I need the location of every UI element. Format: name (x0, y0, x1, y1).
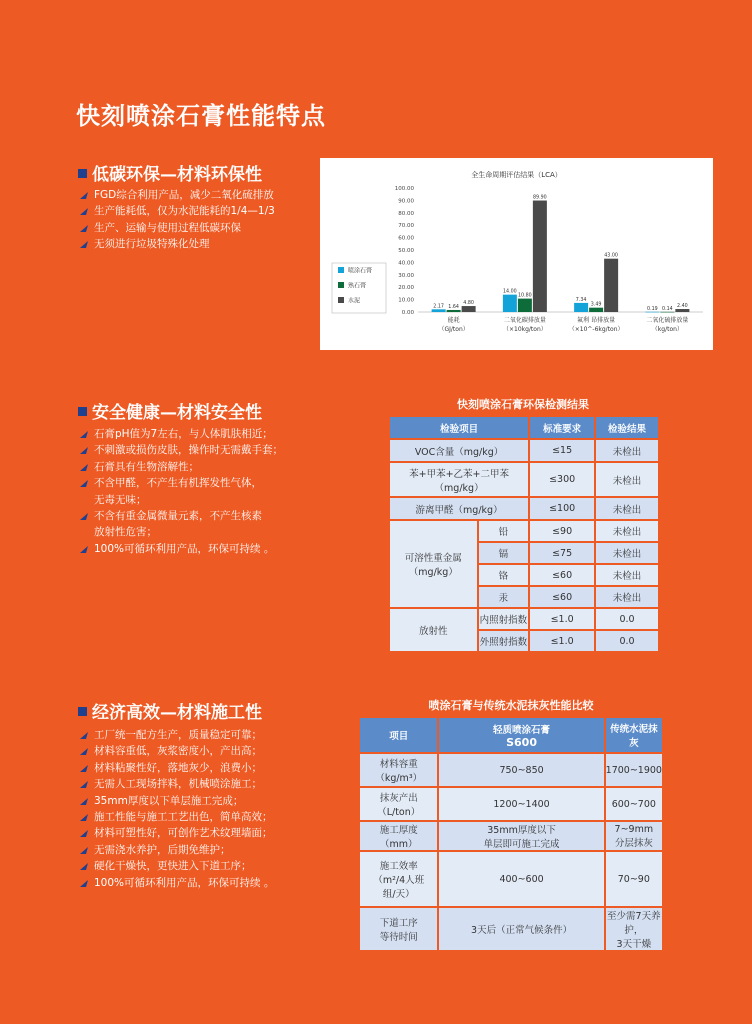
table1-cell: 未检出 (595, 564, 659, 586)
bullet-text: 无需人工现场拌料，机械喷涂施工； (94, 778, 262, 791)
arrow-bullet-icon (80, 748, 88, 755)
table1-header-res: 检验结果 (595, 416, 659, 439)
arrow-bullet-icon (80, 513, 88, 520)
table-row (359, 787, 663, 821)
legend-label: 喷涂石膏 (348, 267, 373, 275)
table1-cell-text: （mg/kg） (434, 482, 484, 494)
data-label: 89.90 (533, 195, 547, 201)
data-label: 10.80 (518, 293, 532, 299)
table1-cell: 铅 (478, 520, 530, 542)
bullet-text: 硬化干燥快，更快进入下道工序； (94, 860, 252, 873)
table1-header-item: 检验项目 (389, 416, 529, 439)
table1-cell (389, 462, 529, 497)
section-heading-eco (78, 160, 262, 185)
lca-chart (320, 158, 713, 350)
table1-cell: ≤75 (529, 542, 595, 564)
table1-cell: ≤60 (529, 564, 595, 586)
y-tick-label: 30.00 (398, 272, 414, 279)
arrow-bullet-icon (80, 447, 88, 454)
x-tick-label: 氟利 昂排放量 (577, 317, 616, 324)
bullet-text: 材料可塑性好，可创作艺术纹理墙面； (94, 827, 273, 840)
bullet-list-economy (80, 727, 274, 891)
table2-cell-text: 施工效率 (379, 861, 418, 872)
data-label: 14.00 (503, 289, 517, 295)
table1-cell: ≤90 (529, 520, 595, 542)
legend-label: 熟石膏 (348, 282, 367, 290)
bullet-text: 不刺激或损伤皮肤，操作时无需戴手套； (94, 444, 283, 457)
bullet-text: 石膏具有生物溶解性； (94, 460, 199, 473)
y-tick-label: 80.00 (398, 210, 414, 217)
y-tick-label: 90.00 (398, 198, 414, 205)
y-tick-label: 70.00 (398, 223, 414, 230)
bar-plaster (589, 308, 603, 312)
table2-cell (605, 753, 663, 787)
bullet-item (80, 492, 283, 508)
bullet-item (80, 426, 283, 442)
table1-cell: 内照射指数 (478, 608, 530, 630)
bar-plaster (660, 312, 674, 313)
table1-cell-text: 苯+甲苯+乙苯+二甲苯 (409, 468, 510, 480)
chart-svg (320, 158, 713, 350)
table2-cell-text: 400~600 (499, 873, 544, 885)
table2-cell-text: 1700~1900 (605, 764, 662, 776)
bullet-item (80, 459, 283, 475)
table2-cell-text: 70~90 (617, 873, 650, 885)
table2-cell (359, 753, 438, 787)
bullet-item (80, 875, 274, 891)
bullet-item (80, 727, 274, 743)
bullet-item (80, 203, 275, 219)
bar-spray-gypsum (503, 295, 517, 312)
chart-title: 全生命周期评估结果（LCA） (471, 171, 562, 179)
table2-cell-text: 分层抹灰 (614, 837, 653, 849)
table1-cell: ≤100 (529, 497, 595, 520)
table1-cell: ≤60 (529, 586, 595, 608)
table2-header-text: 轻质喷涂石膏 (493, 724, 551, 736)
table2-cell-text: 施工厚度 (379, 825, 418, 836)
section-heading-economy (78, 698, 262, 723)
table1-cell: ≤1.0 (529, 608, 595, 630)
table2-cell-text: 抹灰产出 (379, 793, 418, 804)
x-tick-label: （×10kg/ton） (502, 326, 547, 333)
arrow-bullet-icon (80, 480, 88, 487)
table1-cell-text: 可溶性重金属 (404, 553, 462, 564)
arrow-bullet-icon (80, 208, 88, 215)
table1-cell: VOC含量（mg/kg） (389, 439, 529, 462)
arrow-bullet-icon (80, 880, 88, 887)
table2-cell (605, 821, 663, 851)
bullet-item (80, 793, 274, 809)
data-label: 7.34 (575, 297, 587, 303)
bullet-item (80, 508, 283, 524)
bullet-item (80, 776, 274, 792)
section-heading-text: 安全健康—材料安全性 (92, 403, 262, 423)
bullet-text: FGD综合利用产品，减少二氧化硫排放 (94, 189, 274, 201)
x-tick-label: （GJ/ton） (438, 326, 469, 333)
bar-plaster (447, 310, 461, 312)
table1-cell-text: （mg/kg） (408, 567, 458, 578)
table2-header-a (438, 717, 604, 753)
bullet-text: 100%可循环利用产品，环保可持续 。 (94, 542, 275, 555)
comparison-table (358, 716, 664, 952)
legend-swatch (338, 297, 344, 303)
bullet-item (80, 743, 274, 759)
x-tick-label: （kg/ton） (651, 326, 683, 333)
table1-cell: 未检出 (595, 462, 659, 497)
table2-cell (359, 851, 438, 907)
square-bullet-icon (78, 707, 87, 716)
bullet-text: 无须进行垃圾特殊化处理 (94, 238, 210, 251)
arrow-bullet-icon (80, 464, 88, 471)
bullet-text: 35mm厚度以下单层施工完成； (94, 794, 244, 807)
table2-body (359, 753, 663, 951)
bullet-item (80, 809, 274, 825)
bar-spray-gypsum (574, 303, 588, 312)
legend-label: 水泥 (348, 297, 361, 305)
y-tick-label: 60.00 (398, 235, 414, 242)
arrow-bullet-icon (80, 241, 88, 248)
section-heading-text: 低碳环保—材料环保性 (92, 165, 262, 185)
table1-cell: 0.0 (595, 608, 659, 630)
table1-caption: 快刻喷涂石膏环保检测结果 (457, 398, 589, 411)
table1-cell: ≤15 (529, 439, 595, 462)
bullet-item (80, 760, 274, 776)
table2-header-item: 项目 (359, 717, 438, 753)
x-tick-label: 二氧化碳排放量 (503, 317, 546, 324)
page-title: 快刻喷涂石膏性能特点 (76, 102, 326, 130)
table-row (359, 851, 663, 907)
arrow-bullet-icon (80, 863, 88, 870)
y-tick-label: 0.00 (401, 310, 414, 316)
bullet-item (80, 220, 275, 236)
table1-cell: 未检出 (595, 439, 659, 462)
table1-cell: 未检出 (595, 497, 659, 520)
bullet-list-eco (80, 187, 275, 253)
bullet-text: 生产、运输与使用过程低碳环保 (94, 221, 241, 234)
arrow-bullet-icon (80, 431, 88, 438)
y-tick-label: 50.00 (398, 248, 414, 254)
arrow-bullet-icon (80, 765, 88, 772)
bullet-item (80, 842, 274, 858)
bullet-text: 施工性能与施工工艺出色，简单高效； (94, 811, 273, 824)
bullet-item (80, 524, 283, 540)
data-label: 1.64 (448, 304, 459, 310)
table2-cell (359, 787, 438, 821)
table1-cell (389, 520, 478, 608)
table2-cell (605, 907, 663, 951)
data-label: 43.00 (604, 253, 618, 259)
table2-cell-text: （L/ton） (377, 807, 421, 818)
table2-cell-text: 3天干燥 (616, 939, 652, 950)
table-row (359, 821, 663, 851)
table1-cell: 未检出 (595, 520, 659, 542)
arrow-bullet-icon (80, 546, 88, 553)
table2-cell (438, 821, 604, 851)
table2-cell-text: 下道工序 (379, 918, 418, 929)
bullet-text: 不含甲醛，不产生有机挥发性气体， (94, 477, 262, 490)
bar-cement (604, 259, 618, 312)
x-tick-label: 能耗 (447, 317, 460, 324)
table2-cell (359, 821, 438, 851)
bar-cement (675, 309, 689, 312)
bullet-text: 材料粘聚性好，落地灰少，浪费小； (94, 761, 262, 774)
arrow-bullet-icon (80, 798, 88, 805)
x-tick-label: 二氧化硫排放量 (646, 317, 689, 324)
bullet-text: 放射性危害； (94, 526, 157, 539)
data-label: 4.80 (463, 301, 474, 307)
table2-cell (438, 851, 604, 907)
bullet-item (80, 442, 283, 458)
table2-header-text: S600 (506, 735, 537, 749)
data-label: 0.19 (647, 306, 658, 312)
table1-header-std: 标准要求 (529, 416, 595, 439)
table2-cell-text: 1200~1400 (493, 798, 550, 810)
table2-cell-text: 材料容重 (379, 759, 418, 770)
data-label: 2.40 (677, 304, 688, 310)
bullet-item (80, 187, 275, 203)
data-label: 0.14 (662, 306, 673, 312)
table1-cell: 铬 (478, 564, 530, 586)
bullet-text: 材料容重低，灰浆密度小，产出高； (94, 745, 262, 758)
arrow-bullet-icon (80, 732, 88, 739)
table2-cell-text: 600~700 (611, 798, 656, 810)
bar-spray-gypsum (645, 312, 659, 313)
table2-cell-text: 等待时间 (379, 932, 418, 943)
bar-plaster (518, 299, 532, 312)
table2-cell-text: 7~9mm (614, 823, 654, 835)
bullet-text: 100%可循环利用产品，环保可持续 。 (94, 876, 275, 889)
bar-cement (462, 306, 476, 312)
table1-cell: ≤300 (529, 462, 595, 497)
table2-cell-text: 35mm厚度以下 (487, 825, 556, 836)
y-tick-label: 20.00 (398, 285, 414, 292)
bullet-list-safety (80, 426, 283, 557)
table2-cell-text: 3天后（正常气候条件） (471, 925, 573, 936)
arrow-bullet-icon (80, 814, 88, 821)
x-tick-label: （×10^-6kg/ton） (568, 326, 624, 333)
table2-cell-text: 750~850 (499, 764, 544, 776)
table-row (359, 907, 663, 951)
table2-cell (438, 907, 604, 951)
table1-cell: 放射性 (389, 608, 478, 652)
arrow-bullet-icon (80, 847, 88, 854)
y-tick-label: 10.00 (398, 297, 414, 304)
bullet-text: 不含有重金属微量元素，不产生核素 (94, 510, 262, 523)
y-tick-label: 100.00 (394, 186, 414, 192)
table2-caption: 喷涂石膏与传统水泥抹灰性能比较 (428, 699, 594, 712)
table2-cell (438, 753, 604, 787)
arrow-bullet-icon (80, 781, 88, 788)
table2-cell-text: 至少需7天养护， (607, 911, 661, 936)
bullet-text: 工厂统一配方生产，质量稳定可靠； (94, 729, 262, 741)
bullet-item (80, 236, 275, 252)
data-label: 2.17 (433, 304, 444, 310)
table1-cell: ≤1.0 (529, 630, 595, 652)
table1-cell: 镉 (478, 542, 530, 564)
bar-cement (533, 201, 547, 312)
legend-swatch (338, 282, 344, 288)
bullet-item (80, 475, 283, 491)
bullet-text: 生产能耗低，仅为水泥能耗的1/4—1/3 (94, 205, 275, 218)
table1-cell: 游离甲醛（mg/kg） (389, 497, 529, 520)
table2-cell-text: 组/天） (382, 889, 415, 900)
table1-cell: 外照射指数 (478, 630, 530, 652)
arrow-bullet-icon (80, 192, 88, 199)
bar-spray-gypsum (432, 309, 446, 312)
table1-cell: 汞 (478, 586, 530, 608)
table2-cell-text: （kg/m³） (375, 773, 423, 784)
bullet-item (80, 825, 274, 841)
section-heading-safety (78, 398, 262, 423)
arrow-bullet-icon (80, 830, 88, 837)
bullet-text: 石膏pH值为7左右，与人体肌肤相近； (94, 428, 273, 440)
legend-swatch (338, 267, 344, 273)
table2-cell-text: （mm） (379, 839, 418, 850)
arrow-bullet-icon (80, 225, 88, 232)
table2-cell-text: 单层即可施工完成 (483, 839, 560, 850)
square-bullet-icon (78, 169, 87, 178)
bullet-item (80, 858, 274, 874)
table2-cell-text: （m²/4人班 (373, 875, 425, 886)
table1-cell: 0.0 (595, 630, 659, 652)
bullet-text: 无毒无味； (94, 493, 147, 506)
table1-cell: 未检出 (595, 586, 659, 608)
env-test-table (388, 415, 660, 653)
table2-cell (605, 851, 663, 907)
y-tick-label: 40.00 (398, 260, 414, 267)
table2-cell (359, 907, 438, 951)
table1-cell: 未检出 (595, 542, 659, 564)
table-row (359, 753, 663, 787)
bullet-text: 无需浇水养护，后期免维护； (94, 843, 231, 856)
table2-cell (605, 787, 663, 821)
table2-cell (438, 787, 604, 821)
table2-header-b: 传统水泥抹灰 (605, 717, 663, 753)
data-label: 3.49 (590, 302, 602, 308)
section-heading-text: 经济高效—材料施工性 (92, 703, 262, 723)
bullet-item (80, 541, 283, 557)
square-bullet-icon (78, 407, 87, 416)
